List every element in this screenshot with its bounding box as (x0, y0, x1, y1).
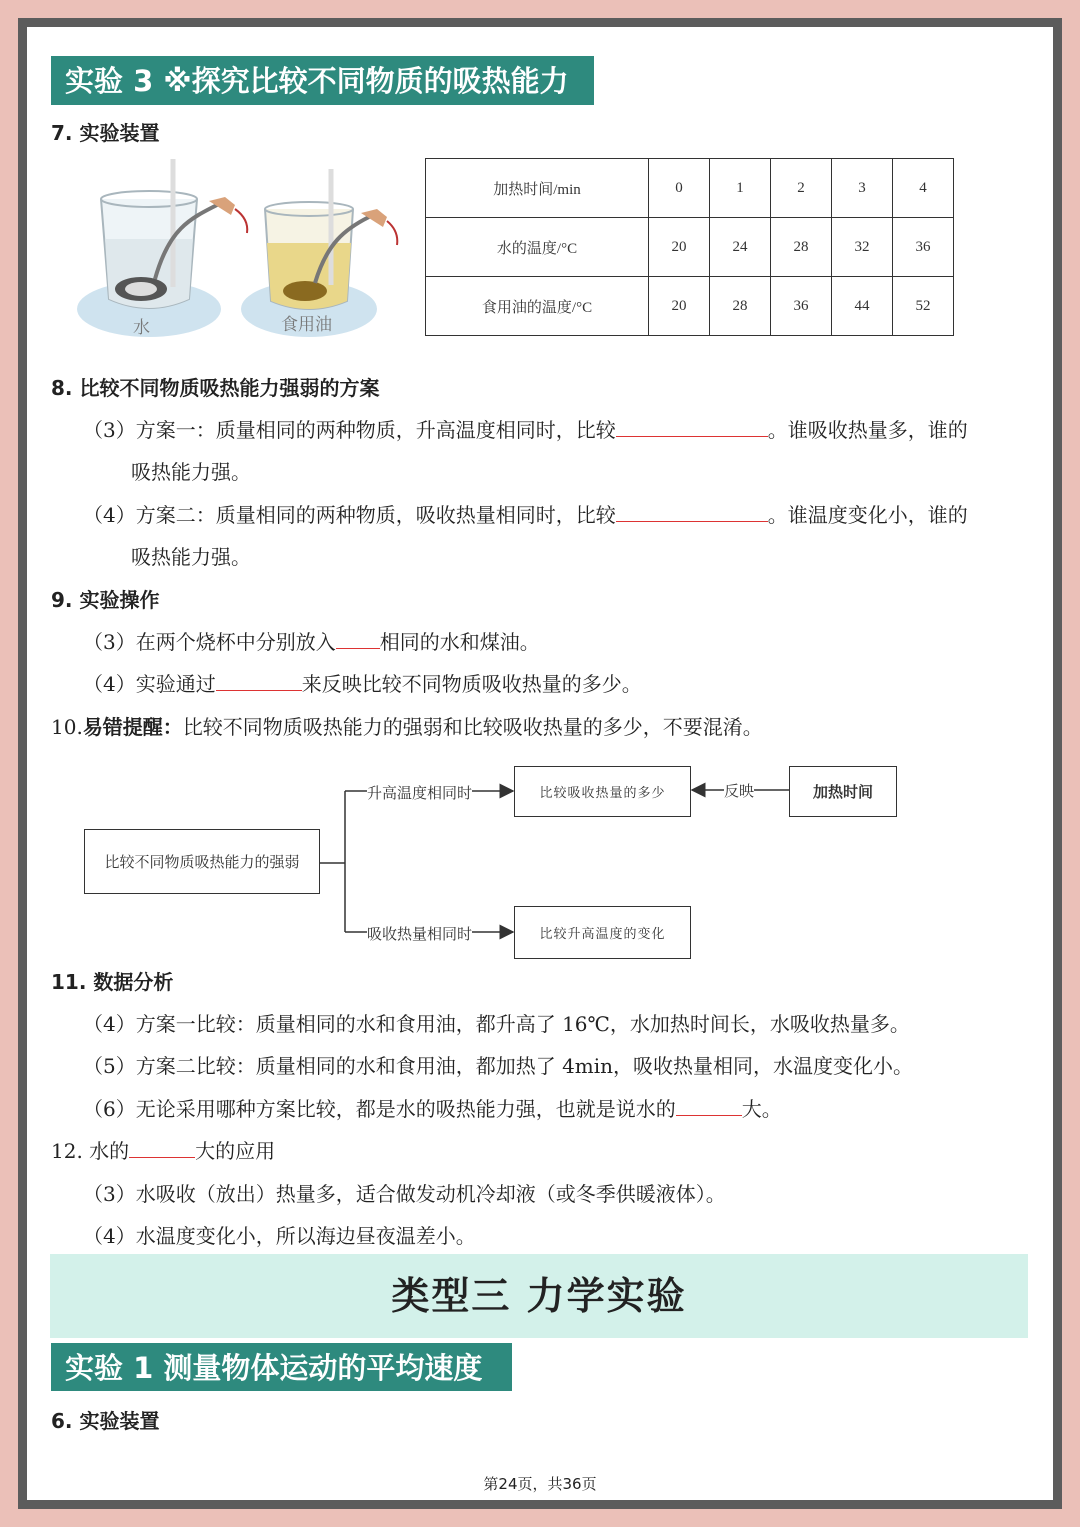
diagram-lower-box: 比较升高温度的变化 (514, 906, 691, 959)
scheme-one-cont: 吸热能力强。 (131, 460, 251, 484)
text: 。谁吸收热量多，谁的 (767, 418, 968, 442)
diagram-upper-box: 比较吸收热量的多少 (514, 766, 691, 817)
scheme-two-line (83, 499, 968, 528)
text: （4）方案二：质量相同的两种物质，吸收热量相同时，比较 (83, 503, 616, 527)
text: 比较不同物质吸热能力的强弱和比较吸收热量的多少，不要混淆。 (182, 715, 763, 739)
diagram-reflect-label: 反映 (724, 782, 755, 800)
section-8-title: 8. 比较不同物质吸热能力强弱的方案 (51, 376, 380, 400)
document-page (27, 27, 1053, 1500)
application-line-1: （3）水吸收（放出）热量多，适合做发动机冷却液（或冬季供暖液体）。 (83, 1182, 726, 1206)
operation-line-2 (83, 668, 642, 697)
table-cell: 28 (710, 277, 771, 336)
diagram-main-box: 比较不同物质吸热能力的强弱 (84, 829, 320, 894)
table-cell: 44 (832, 277, 893, 336)
text: 12. 水的 (51, 1139, 130, 1163)
answer-blank[interactable] (676, 1114, 742, 1116)
table-cell: 28 (771, 218, 832, 277)
table-cell: 1 (710, 159, 771, 218)
text: 。谁温度变化小，谁的 (767, 503, 968, 527)
section-6-title: 6. 实验装置 (51, 1409, 160, 1433)
table-cell: 0 (649, 159, 710, 218)
table-cell: 水的温度/°C (426, 218, 649, 277)
table-row-time (426, 159, 954, 218)
answer-blank[interactable] (616, 435, 768, 437)
diagram-lower-label: 吸收热量相同时 (367, 925, 473, 943)
table-cell: 20 (649, 277, 710, 336)
scheme-two-cont: 吸热能力强。 (131, 545, 251, 569)
answer-blank[interactable] (616, 520, 768, 522)
table-cell: 3 (832, 159, 893, 218)
table-cell: 32 (832, 218, 893, 277)
text: 来反映比较不同物质吸收热量的多少。 (301, 672, 642, 696)
application-line-2: （4）水温度变化小，所以海边昼夜温差小。 (83, 1224, 476, 1248)
apparatus-illustration (69, 159, 399, 339)
table-row-oil (426, 277, 954, 336)
table-row-water (426, 218, 954, 277)
text: （3）方案一：质量相同的两种物质，升高温度相同时，比较 (83, 418, 616, 442)
table-cell: 24 (710, 218, 771, 277)
text: （3）在两个烧杯中分别放入 (83, 630, 336, 654)
experiment-3-banner: 实验 3 ※探究比较不同物质的吸热能力 (51, 56, 594, 105)
table-cell: 36 (771, 277, 832, 336)
warning-label: 易错提醒： (82, 715, 183, 739)
section-12-line (51, 1135, 275, 1164)
caption-water: 水 (133, 318, 150, 338)
table-cell: 加热时间/min (426, 159, 649, 218)
section-7-title: 7. 实验装置 (51, 121, 160, 145)
caption-oil: 食用油 (281, 315, 332, 335)
text: 相同的水和煤油。 (379, 630, 540, 654)
analysis-line-2: （5）方案二比较：质量相同的水和食用油，都加热了 4min，吸收热量相同，水温度变化小。 (83, 1054, 914, 1078)
operation-line-1 (83, 626, 540, 655)
section-9-title: 9. 实验操作 (51, 588, 160, 612)
table-cell: 52 (893, 277, 954, 336)
page-number: 第24页，共36页 (483, 1475, 597, 1493)
table-cell: 4 (893, 159, 954, 218)
table-cell: 食用油的温度/°C (426, 277, 649, 336)
table-cell: 20 (649, 218, 710, 277)
temperature-table (425, 158, 954, 336)
text: 大的应用 (195, 1139, 276, 1163)
answer-blank[interactable] (129, 1156, 195, 1158)
analysis-line-1: （4）方案一比较：质量相同的水和食用油，都升高了 16℃，水加热时间长，水吸收热量多。 (83, 1012, 910, 1036)
experiment-1-banner: 实验 1 测量物体运动的平均速度 (51, 1343, 512, 1391)
water-beaker (77, 159, 247, 337)
type-three-banner: 类型三 力学实验 (50, 1254, 1028, 1338)
text: 大。 (741, 1097, 782, 1121)
text: 10. (51, 715, 83, 739)
analysis-line-3 (83, 1093, 782, 1122)
section-11-title: 11. 数据分析 (51, 970, 174, 994)
answer-blank[interactable] (336, 647, 380, 649)
diagram-upper-label: 升高温度相同时 (367, 784, 473, 802)
text: （4）实验通过 (83, 672, 216, 696)
text: （6）无论采用哪种方案比较，都是水的吸热能力强，也就是说水的 (83, 1097, 676, 1121)
scheme-one-line (83, 414, 968, 443)
table-cell: 2 (771, 159, 832, 218)
answer-blank[interactable] (216, 689, 302, 691)
section-10-line (51, 711, 763, 740)
diagram-heating-time-box: 加热时间 (789, 766, 897, 817)
table-cell: 36 (893, 218, 954, 277)
